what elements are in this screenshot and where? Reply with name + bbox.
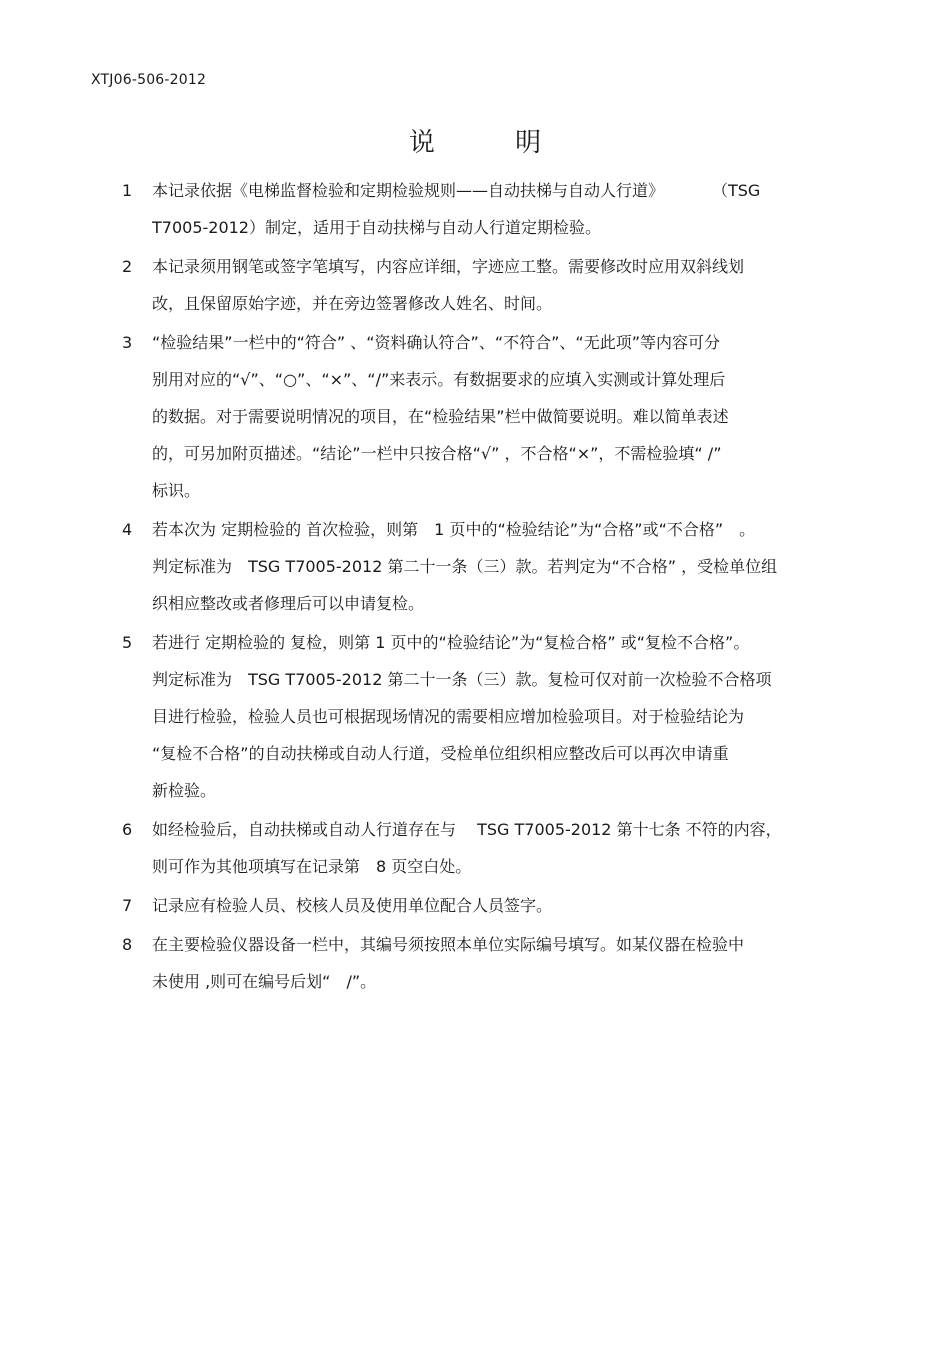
item-number: 4: [122, 520, 133, 539]
item-text-line: 别用对应的“√”、“○”、“×”、“/”来表示。有数据要求的应填入实测或计算处理后: [152, 370, 726, 389]
instruction-item: [122, 624, 867, 809]
item-text: [152, 926, 867, 1000]
item-text-line: 的，可另加附页描述。“结论”一栏中只按合格“√” ，不合格“×”，不需检验填“ /”: [152, 444, 722, 463]
item-text-line: 标识。: [152, 481, 201, 500]
item-text-line: 的数据。对于需要说明情况的项目，在“检验结果”栏中做简要说明。难以简单表述: [152, 407, 729, 426]
instruction-item: [122, 511, 867, 622]
item-text: [152, 172, 867, 246]
page-title: 说 明: [408, 128, 578, 158]
item-number: 1: [122, 181, 133, 200]
item-text-line: 改，且保留原始字迹，并在旁边签署修改人姓名、时间。: [152, 294, 553, 313]
item-text-line: 若进行 定期检验的 复检，则第 1 页中的“检验结论”为“复检合格” 或“复检不合格”。: [152, 633, 750, 652]
item-text-line: 本记录依据《电梯监督检验和定期检验规则——自动扶梯与自动人行道》 （TSG: [152, 181, 761, 200]
instruction-item: [122, 324, 867, 509]
instruction-item: [122, 887, 867, 924]
instruction-item: [122, 172, 867, 246]
item-text: [152, 248, 867, 322]
item-text-line: “复检不合格”的自动扶梯或自动人行道，受检单位组织相应整改后可以再次申请重: [152, 744, 729, 763]
item-number: 7: [122, 896, 133, 915]
item-text-line: 则可作为其他项填写在记录第 8 页空白处。: [152, 857, 472, 876]
instruction-item: [122, 811, 867, 885]
item-text: [152, 887, 867, 924]
item-number: 8: [122, 935, 133, 954]
item-text-line: 记录应有检验人员、校核人员及使用单位配合人员签字。: [152, 896, 553, 915]
item-number: 6: [122, 820, 133, 839]
item-text-line: “检验结果”一栏中的“符合” 、“资料确认符合”、“不符合”、“无此项”等内容可分: [152, 333, 720, 352]
instruction-list: [122, 172, 867, 1002]
item-text-line: 若本次为 定期检验的 首次检验，则第 1 页中的“检验结论”为“合格”或“不合格” 。: [152, 520, 756, 539]
item-text: [152, 511, 867, 622]
item-text-line: 判定标准为 TSG T7005-2012 第二十一条（三）款。若判定为“不合格” ，受检单位组: [152, 557, 778, 576]
item-text-line: 如经检验后，自动扶梯或自动人行道存在与 TSG T7005-2012 第十七条 不符的内容，: [152, 820, 782, 839]
item-text: [152, 324, 867, 509]
instruction-item: [122, 248, 867, 322]
item-text-line: T7005-2012）制定，适用于自动扶梯与自动人行道定期检验。: [152, 218, 601, 237]
item-text-line: 判定标准为 TSG T7005-2012 第二十一条（三）款。复检可仅对前一次检验不合格项: [152, 670, 772, 689]
item-text-line: 未使用 ,则可在编号后划“ /”。: [152, 972, 377, 991]
item-text: [152, 811, 867, 885]
item-text-line: 新检验。: [152, 781, 217, 800]
instruction-item: [122, 926, 867, 1000]
item-number: 5: [122, 633, 133, 652]
item-text-line: 本记录须用钢笔或签字笔填写，内容应详细，字迹应工整。需要修改时应用双斜线划: [152, 257, 745, 276]
item-text-line: 织相应整改或者修理后可以申请复检。: [152, 594, 425, 613]
item-number: 3: [122, 333, 133, 352]
item-text: [152, 624, 867, 809]
item-text-line: 目进行检验，检验人员也可根据现场情况的需要相应增加检验项目。对于检验结论为: [152, 707, 745, 726]
item-number: 2: [122, 257, 133, 276]
item-text-line: 在主要检验仪器设备一栏中，其编号须按照本单位实际编号填写。如某仪器在检验中: [152, 935, 745, 954]
document-code: XTJ06-506-2012: [91, 72, 207, 88]
